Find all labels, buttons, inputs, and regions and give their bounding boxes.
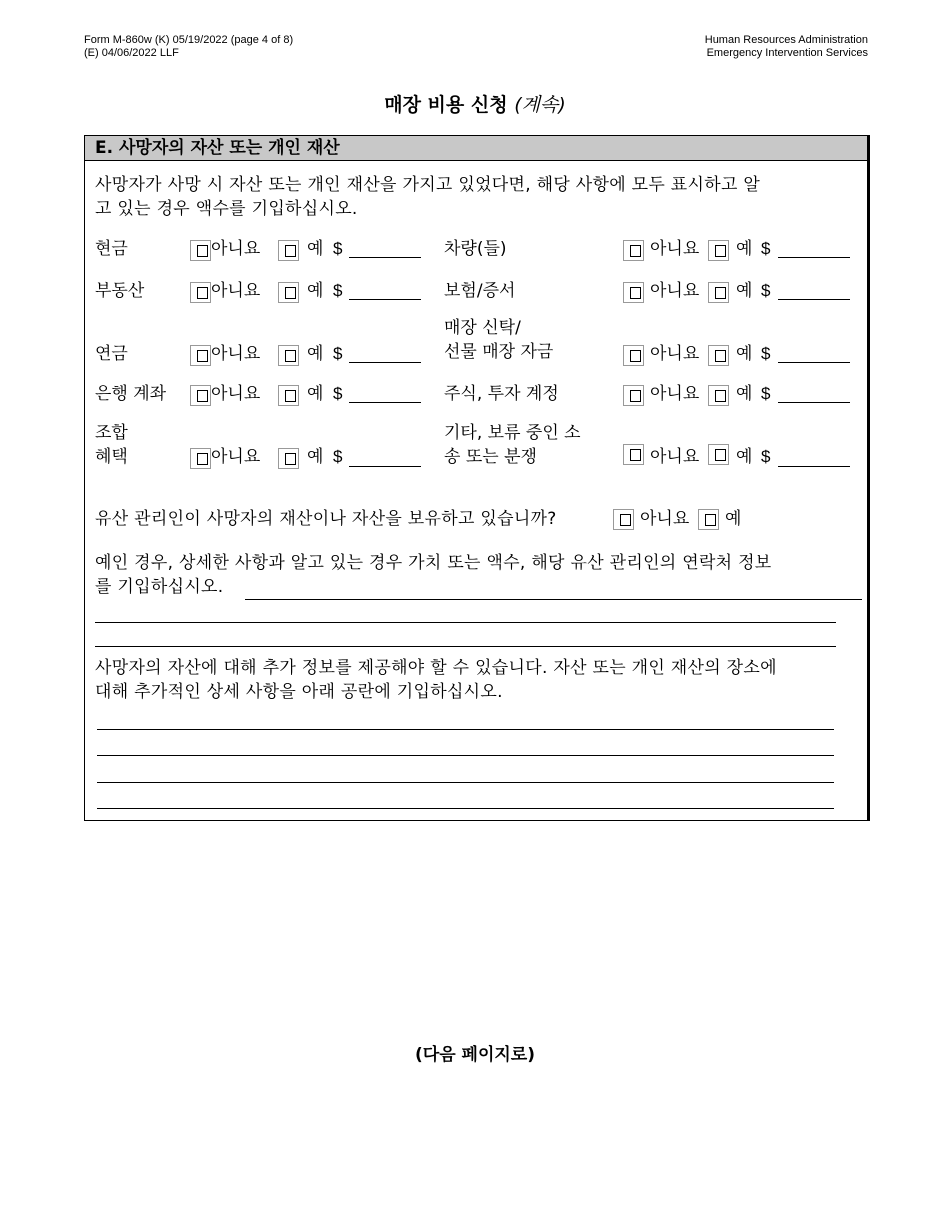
- stocks-no-label: 아니요: [650, 384, 700, 404]
- details-input-line-2[interactable]: [95, 622, 836, 623]
- burial-trust-no-label: 아니요: [650, 344, 700, 364]
- pension-dollar-sign: $: [333, 344, 343, 363]
- asset-label-real-estate: 부동산: [95, 281, 145, 301]
- pension-yes-checkbox[interactable]: [278, 345, 299, 366]
- vehicles-dollar-sign: $: [761, 239, 771, 258]
- form-id-block: [84, 34, 293, 60]
- cash-no-label: 아니요: [211, 239, 261, 259]
- estate-no-label: 아니요: [640, 509, 690, 529]
- insurance-yes-checkbox[interactable]: [708, 282, 729, 303]
- insurance-yes-label: 예: [736, 281, 753, 301]
- burial-trust-line-1: 매장 신탁/: [444, 318, 521, 338]
- bank-account-amount-field[interactable]: [349, 402, 421, 403]
- asset-label-stocks: 주식, 투자 계정: [444, 384, 559, 404]
- insurance-dollar-sign: $: [761, 281, 771, 300]
- other-litigation-line-2: 송 또는 분쟁: [444, 447, 537, 467]
- union-benefits-dollar-sign: $: [333, 447, 343, 466]
- pension-amount-field[interactable]: [349, 362, 421, 363]
- details-paragraph: [95, 551, 772, 599]
- stocks-yes-checkbox[interactable]: [708, 385, 729, 406]
- additional-input-line-1[interactable]: [97, 729, 834, 730]
- other-litigation-amount-field[interactable]: [778, 466, 850, 467]
- burial-trust-line-2: 선물 매장 자금: [444, 342, 554, 362]
- additional-input-line-2[interactable]: [97, 755, 834, 756]
- union-benefits-yes-checkbox[interactable]: [278, 448, 299, 469]
- bank-account-yes-checkbox[interactable]: [278, 385, 299, 406]
- real-estate-amount-field[interactable]: [349, 299, 421, 300]
- stocks-amount-field[interactable]: [778, 402, 850, 403]
- additional-input-line-4[interactable]: [97, 808, 834, 809]
- details-line-1: 예인 경우, 상세한 사항과 알고 있는 경우 가치 또는 액수, 해당 유산 관리인의 연락처 정보: [95, 553, 772, 573]
- insurance-no-label: 아니요: [650, 281, 700, 301]
- pension-yes-label: 예: [307, 344, 324, 364]
- bank-account-dollar-sign: $: [333, 384, 343, 403]
- other-litigation-dollar-sign: $: [761, 447, 771, 466]
- burial-trust-dollar-sign: $: [761, 344, 771, 363]
- page-title: [0, 90, 950, 117]
- stocks-dollar-sign: $: [761, 384, 771, 403]
- form-id: Form M-860w (K) 05/19/2022 (page 4 of 8): [84, 34, 294, 46]
- estate-yes-label: 예: [725, 509, 742, 529]
- asset-label-pension: 연금: [95, 344, 128, 364]
- stocks-no-checkbox[interactable]: [623, 385, 644, 406]
- estate-yes-checkbox[interactable]: [698, 509, 719, 530]
- asset-label-bank-account: 은행 계좌: [95, 384, 167, 404]
- asset-label-insurance: 보험/증서: [444, 281, 516, 301]
- details-input-line-3[interactable]: [95, 646, 836, 647]
- cash-amount-field[interactable]: [349, 257, 421, 258]
- insurance-no-checkbox[interactable]: [623, 282, 644, 303]
- estate-question: 유산 관리인이 사망자의 재산이나 자산을 보유하고 있습니까?: [95, 509, 557, 529]
- agency-name: Human Resources Administration: [704, 34, 868, 46]
- intro-line-1: 사망자가 사망 시 자산 또는 개인 재산을 가지고 있었다면, 해당 사항에 모두 표시하고 알: [95, 175, 761, 195]
- burial-trust-yes-checkbox[interactable]: [708, 345, 729, 366]
- union-benefits-line-2: 혜택: [95, 447, 128, 467]
- vehicles-yes-label: 예: [736, 239, 753, 259]
- vehicles-amount-field[interactable]: [778, 257, 850, 258]
- vehicles-yes-checkbox[interactable]: [708, 240, 729, 261]
- additional-info-paragraph: [95, 656, 777, 704]
- bank-account-yes-label: 예: [307, 384, 324, 404]
- page-title-continued: (계속): [514, 94, 566, 116]
- intro-paragraph: [95, 173, 760, 221]
- asset-label-vehicles: 차량(들): [444, 239, 507, 259]
- asset-label-burial-trust: [444, 316, 553, 364]
- insurance-amount-field[interactable]: [778, 299, 850, 300]
- union-benefits-no-checkbox[interactable]: [190, 448, 211, 469]
- union-benefits-amount-field[interactable]: [349, 466, 421, 467]
- section-e-assets: [84, 135, 870, 821]
- details-line-2: 를 기입하십시오.: [95, 577, 224, 597]
- burial-trust-amount-field[interactable]: [778, 362, 850, 363]
- other-litigation-no-checkbox[interactable]: [623, 444, 644, 465]
- form-edition: (E) 04/06/2022 LLF: [84, 47, 179, 59]
- next-page-note: (다음 페이지로): [415, 1045, 535, 1065]
- real-estate-dollar-sign: $: [333, 281, 343, 300]
- asset-label-union-benefits: [95, 421, 128, 469]
- vehicles-no-checkbox[interactable]: [623, 240, 644, 261]
- additional-input-line-3[interactable]: [97, 782, 834, 783]
- pension-no-label: 아니요: [211, 344, 261, 364]
- asset-label-other-litigation: [444, 421, 581, 469]
- pension-no-checkbox[interactable]: [190, 345, 211, 366]
- union-benefits-line-1: 조합: [95, 423, 128, 443]
- real-estate-yes-checkbox[interactable]: [278, 282, 299, 303]
- cash-yes-label: 예: [307, 239, 324, 259]
- real-estate-no-label: 아니요: [211, 281, 261, 301]
- union-benefits-no-label: 아니요: [211, 447, 261, 467]
- real-estate-yes-label: 예: [307, 281, 324, 301]
- other-litigation-no-label: 아니요: [650, 447, 700, 467]
- union-benefits-yes-label: 예: [307, 447, 324, 467]
- agency-block: [705, 34, 868, 60]
- additional-line-1: 사망자의 자산에 대해 추가 정보를 제공해야 할 수 있습니다. 자산 또는 개인 재산의 장소에: [95, 658, 777, 678]
- burial-trust-yes-label: 예: [736, 344, 753, 364]
- intro-line-2: 고 있는 경우 액수를 기입하십시오.: [95, 199, 358, 219]
- cash-no-checkbox[interactable]: [190, 240, 211, 261]
- additional-line-2: 대해 추가적인 상세 사항을 아래 공란에 기입하십시오.: [95, 682, 503, 702]
- bank-account-no-label: 아니요: [211, 384, 261, 404]
- stocks-yes-label: 예: [736, 384, 753, 404]
- division-name: Emergency Intervention Services: [706, 47, 868, 59]
- burial-trust-no-checkbox[interactable]: [623, 345, 644, 366]
- other-litigation-yes-checkbox[interactable]: [708, 444, 729, 465]
- bank-account-no-checkbox[interactable]: [190, 385, 211, 406]
- page-title-main: 매장 비용 신청: [384, 94, 508, 116]
- section-heading: E. 사망자의 자산 또는 개인 재산: [85, 136, 867, 161]
- cash-yes-checkbox[interactable]: [278, 240, 299, 261]
- real-estate-no-checkbox[interactable]: [190, 282, 211, 303]
- cash-dollar-sign: $: [333, 239, 343, 258]
- vehicles-no-label: 아니요: [650, 239, 700, 259]
- estate-no-checkbox[interactable]: [613, 509, 634, 530]
- details-input-line-1[interactable]: [245, 599, 862, 600]
- other-litigation-line-1: 기타, 보류 중인 소: [444, 423, 581, 443]
- other-litigation-yes-label: 예: [736, 447, 753, 467]
- asset-label-cash: 현금: [95, 239, 128, 259]
